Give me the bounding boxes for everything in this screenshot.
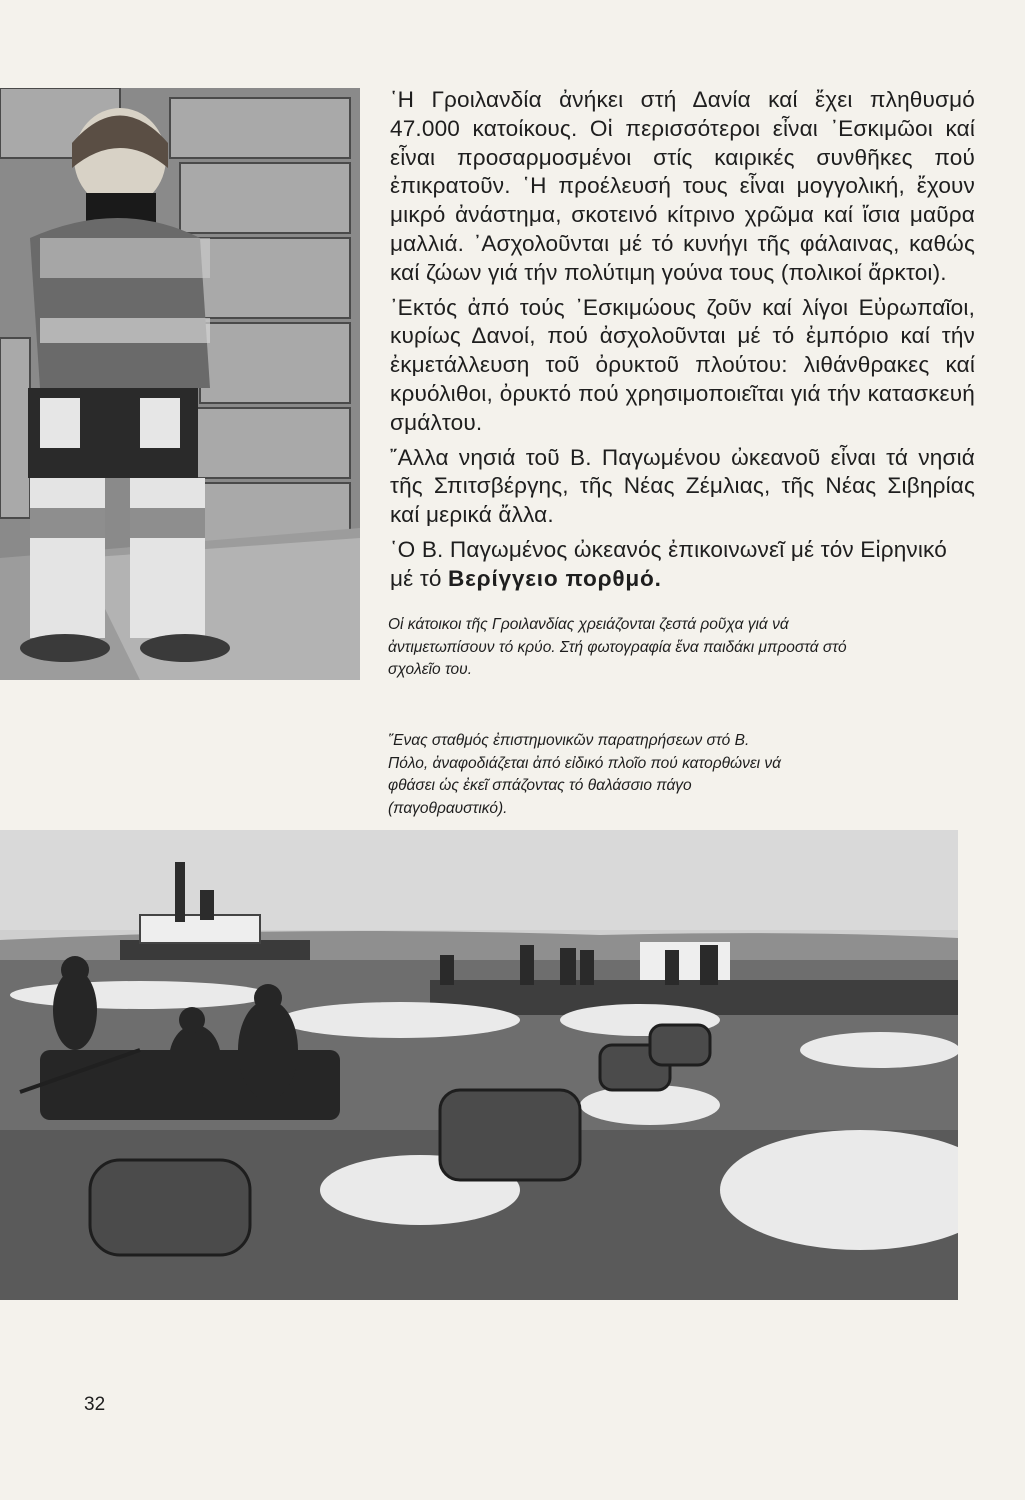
bering-strait-bold: Βερίγγειο πορθμό. [448, 565, 662, 591]
bering-text: ῾Ο Β. Παγωμένος ὠκεανός ἐπικοινωνεῖ μέ τόν Εἰρηνικό μέ τό [390, 536, 947, 591]
body-text [390, 86, 975, 600]
photo-icebreaker-station [0, 830, 958, 1300]
paragraph-bering [390, 536, 975, 594]
page-number: 32 [84, 1394, 106, 1415]
caption-child-photo: Οἱ κάτοικοι τῆς Γροιλανδίας χρειάζονται ζεστά ροῦχα γιά νά ἀντιμετωπίσουν τό κρύο. Στή φωτογραφία ἕνα παιδάκι μπροστά στό σχολεῖο του. [388, 616, 847, 678]
paragraph-greenland: ῾Η Γροιλανδία ἀνήκει στή Δανία καί ἔχει πληθυσμό 47.000 κατοίκους. Οἱ περισσότεροι εἶναι ᾿Εσκιμῶοι καί εἶναι προσαρμοσμένοι στίς καιρικές συνθῆκες πού ἐπικρατοῦν. ῾Η προέλευσή τους εἶναι μογγολική, ἔχουν μικρό ἀνάστημα, σκοτεινό κίτρινο χρῶμα καί ἴσια μαῦρα μαλλιά. ᾿Ασχολοῦνται μέ τό κυνήγι τῆς φάλαινας, καθώς καί ζώων γιά τήν πολύτιμη γούνα τους (πολικοί ἄρκτοι). [390, 87, 975, 285]
paragraph-europeans: ᾿Εκτός ἀπό τούς ᾿Εσκιμώους ζοῦν καί λίγοι Εὐρωπαῖοι, κυρίως Δανοί, πού ἀσχολοῦνται μέ τό ἐμπόριο καί τήν ἐκμετάλλευση τοῦ ὀρυκτοῦ πλούτου: λιθάνθρακες καί κρυόλιθοι, ὀρυκτό πού χρησιμοποιεῖται γιά τήν κατασκευή σμάλτου. [390, 294, 975, 435]
caption-icebreaker-photo: ῞Ενας σταθμός ἐπιστημονικῶν παρατηρήσεων στό Β. Πόλο, ἀναφοδιάζεται ἀπό εἰδικό πλοῖο πού κατορθώνει νά φθάσει ὡς ἐκεῖ σπάζοντας τό θαλάσσιο πάγο (παγοθραυστικό). [388, 732, 781, 817]
photo-greenland-child [0, 88, 360, 680]
paragraph-other-islands: ῎Αλλα νησιά τοῦ Β. Παγωμένου ὠκεανοῦ εἶναι τά νησιά τῆς Σπιτσβέργης, τῆς Νέας Ζέμλιας, τῆς Νέας Σιβηρίας καί μερικά ἄλλα. [390, 444, 975, 528]
